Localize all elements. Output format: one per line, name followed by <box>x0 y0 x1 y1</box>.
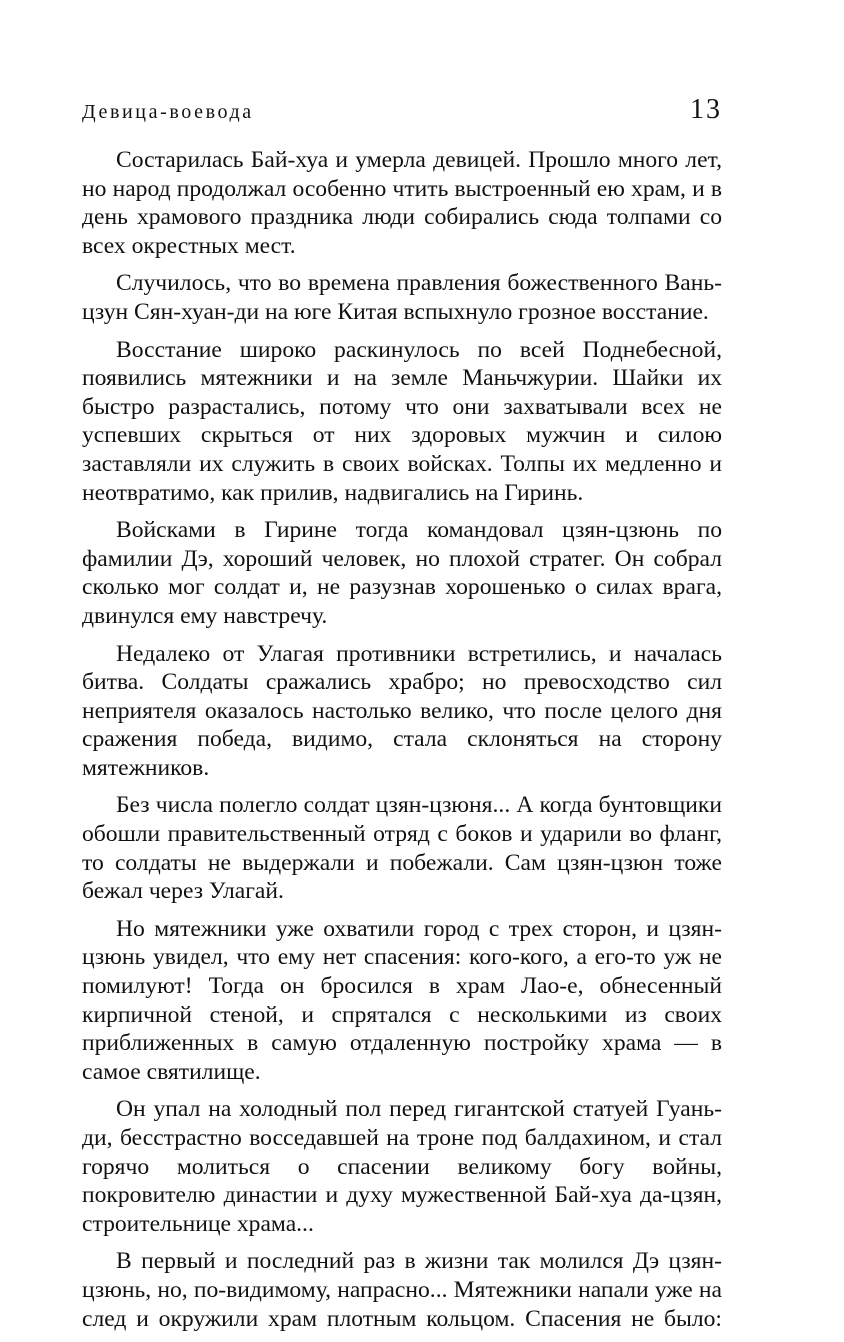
paragraph: В первый и последний раз в жизни так молился Дэ цзян-цзюнь, но, по-видимому, напрасно... Мятежники напали уже на след и окружили храм плотным кольцом. Спасения не было: <box>82 1248 722 1332</box>
paragraph: Состарилась Бай-хуа и умерла девицей. Прошло много лет, но народ продолжал особенно чтить выстроенный ею храм, и в день храмового праздника люди собирались сюда толпами со всех окрестных мест. <box>82 147 722 259</box>
paragraph: Но мятежники уже охватили город с трех сторон, и цзян-цзюнь увидел, что ему нет спасения: кого-кого, а его-то уж не помилуют! Тогда он бросился в храм Лао-е, обнесенный кирпичной стеной, и спрятался с несколькими из своих приближенных в самую отдаленную постройку храма — в самое святилище. <box>82 915 722 1085</box>
paragraph: Случилось, что во времена правления божественного Вань-цзун Сян-хуан-ди на юге Китая вспыхнуло грозное восстание. <box>82 270 722 325</box>
paragraph: Восстание широко раскинулось по всей Поднебесной, появились мятежники и на земле Маньчжурии. Шайки их быстро разрастались, потому что они захватывали всех не успевших скрыться от них здоровых мужчин и силою заставляли их служить в своих войсках. Толпы их медленно и неотвратимо, как прилив, надвигались на Гиринь. <box>82 336 722 506</box>
paragraph: Он упал на холодный пол перед гигантской статуей Гуань-ди, бесстрастно восседавшей на троне под балдахином, и стал горячо молиться о спасении великому богу войны, покровителю династии и духу мужественной Бай-хуа да-цзян, строительнице храма... <box>82 1096 722 1237</box>
body-text <box>82 146 722 1342</box>
running-head <box>82 94 722 129</box>
paragraph: Войсками в Гирине тогда командовал цзян-цзюнь по фамилии Дэ, хороший человек, но плохой стратег. Он собрал сколько мог солдат и, не разузнав хорошенько о силах врага, двинулся ему навстречу. <box>82 517 722 629</box>
paragraph: Без числа полегло солдат цзян-цзюня... А когда бунтовщики обошли правительственный отряд с боков и ударили во фланг, то солдаты не выдержали и побежали. Сам цзян-цзюн тоже бежал через Улагай. <box>82 792 722 905</box>
running-title: Девица-воевода <box>82 101 254 123</box>
page-number: 13 <box>690 94 722 125</box>
paragraph: Недалеко от Улагая противники встретились, и началась битва. Солдаты сражались храбро; но превосходство сил неприятеля оказалось настолько велико, что после целого дня сражения победа, видимо, стала склоняться на сторону мятежников. <box>82 640 722 781</box>
